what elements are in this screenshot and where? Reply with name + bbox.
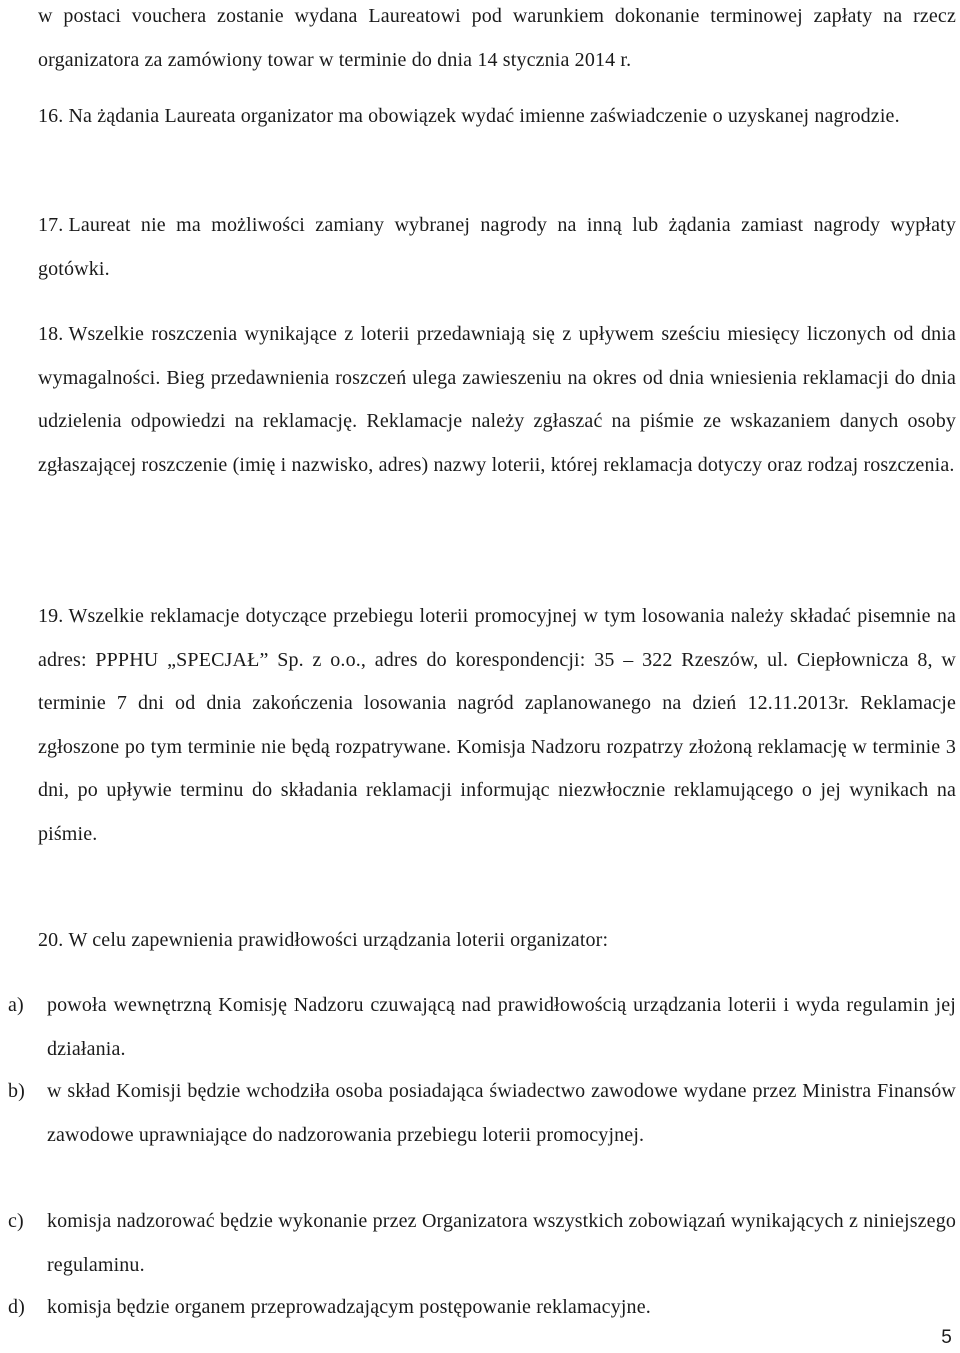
paragraph-number: 19.: [38, 605, 64, 627]
list-item-d: [8, 1286, 956, 1330]
paragraph-number: 20.: [38, 929, 64, 951]
paragraph-number: 18.: [38, 323, 64, 345]
list-item-text: powoła wewnętrzną Komisję Nadzoru czuwającą nad prawidłowością urządzania loterii i wyda regulamin jej działania.: [47, 994, 956, 1060]
page-number: 5: [941, 1327, 952, 1348]
paragraph-17: [38, 204, 956, 291]
list-item-a: [8, 984, 956, 1071]
paragraph-19: [38, 595, 956, 856]
paragraph-text: Na żądania Laureata organizator ma obowiązek wydać imienne zaświadczenie o uzyskanej nagrodzie.: [68, 105, 900, 127]
paragraph-number: 16.: [38, 105, 64, 127]
paragraph-20: [38, 919, 956, 963]
paragraph-text: W celu zapewnienia prawidłowości urządzania loterii organizator:: [68, 929, 609, 951]
list-marker: b): [8, 1080, 25, 1102]
paragraph-18: [38, 313, 956, 487]
paragraph-text: Wszelkie roszczenia wynikające z loterii przedawniają się z upływem sześciu miesięcy liczonych od dnia wymagalności. Bieg przedawnienia roszczeń ulega zawieszeniu na okres od dnia wniesienia reklamacji do dnia udzielenia odpowiedzi na reklamację. Reklamacje należy zgłaszać na piśmie ze wskazaniem danych osoby zgłaszającej roszczenie (imię i nazwisko, adres) nazwy loterii, której reklamacja dotyczy oraz rodzaj roszczenia.: [38, 323, 956, 476]
list-marker: c): [8, 1210, 24, 1232]
list-marker: a): [8, 994, 24, 1016]
paragraph-text: w postaci vouchera zostanie wydana Laureatowi pod warunkiem dokonanie terminowej zapłaty na rzecz organizatora za zamówiony towar w terminie do dnia 14 stycznia 2014 r.: [38, 5, 956, 71]
paragraph-number: 17.: [38, 214, 64, 236]
paragraph-continuation: [38, 0, 956, 82]
list-marker: d): [8, 1296, 25, 1318]
paragraph-16: [38, 95, 956, 139]
list-item-c: [8, 1200, 956, 1287]
list-item-text: w skład Komisji będzie wchodziła osoba posiadająca świadectwo zawodowe wydane przez Ministra Finansów zawodowe uprawniające do nadzorowania przebiegu loterii promocyjnej.: [47, 1080, 956, 1146]
list-item-text: komisja nadzorować będzie wykonanie przez Organizatora wszystkich zobowiązań wynikających z niniejszego regulaminu.: [47, 1210, 956, 1276]
paragraph-text: Wszelkie reklamacje dotyczące przebiegu loterii promocyjnej w tym losowania należy składać pisemnie na adres: PPPHU „SPECJAŁ” Sp. z o.o., adres do korespondencji: 35 – 322 Rzeszów, ul. Ciepłownicza 8, w terminie 7 dni od dnia zakończenia losowania nagród zaplanowanego na dzień 12.11.2013r. Reklamacje zgłoszone po tym terminie nie będą rozpatrywane. Komisja Nadzoru rozpatrzy złożoną reklamację w terminie 3 dni, po upływie terminu do składania reklamacji informując niezwłocznie reklamującego o jej wynikach na piśmie.: [38, 605, 956, 845]
list-item-text: komisja będzie organem przeprowadzającym postępowanie reklamacyjne.: [47, 1296, 651, 1318]
list-item-b: [8, 1070, 956, 1157]
paragraph-text: Laureat nie ma możliwości zamiany wybranej nagrody na inną lub żądania zamiast nagrody wypłaty gotówki.: [38, 214, 956, 280]
